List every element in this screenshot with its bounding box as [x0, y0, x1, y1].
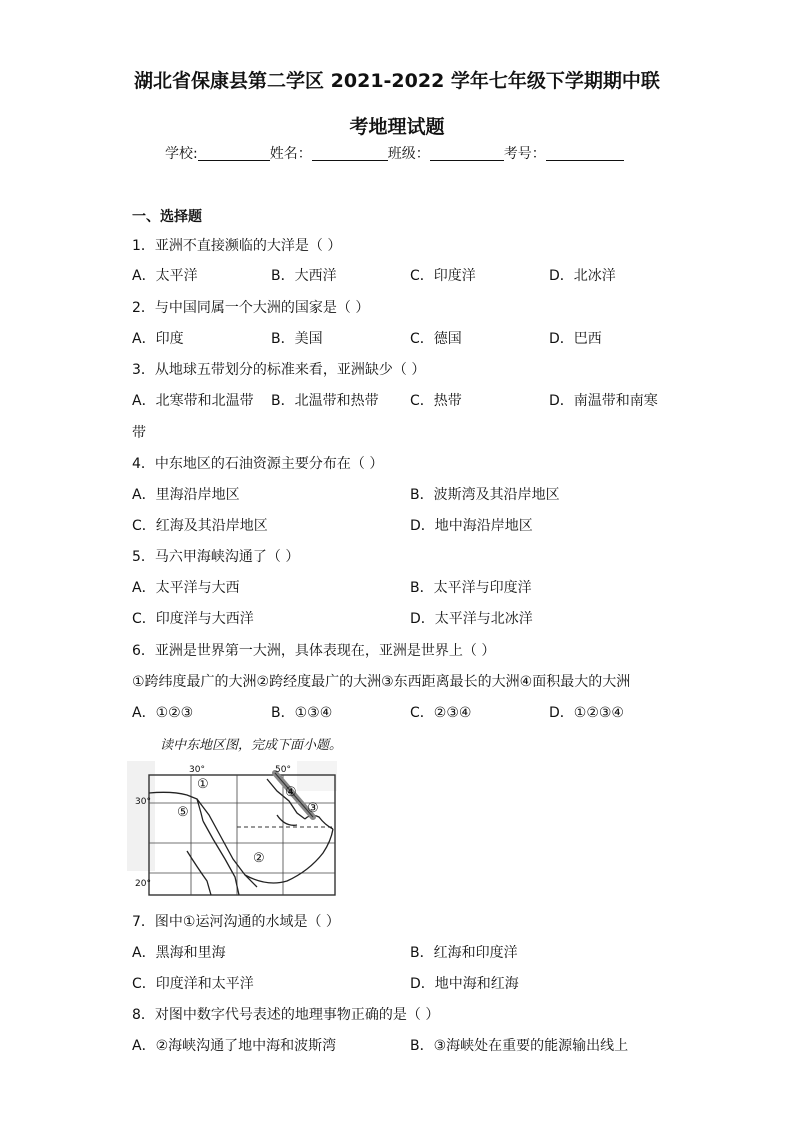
q3-option-a[interactable]: A．北寒带和北温带: [132, 393, 254, 409]
page-subtitle: 考地理试题: [349, 116, 445, 138]
question-stem-4: 4．中东地区的石油资源主要分布在（ ）: [132, 456, 384, 472]
q5-option-a[interactable]: A．太平洋与大西: [132, 580, 240, 596]
q2-option-d[interactable]: D．巴西: [549, 331, 602, 347]
q4-option-a[interactable]: A．里海沿岸地区: [132, 487, 240, 503]
q5-option-b[interactable]: B．太平洋与印度洋: [410, 580, 532, 596]
question-stem-1: 1．亚洲不直接濒临的大洋是（ ）: [132, 238, 342, 254]
school-label: 学校:: [165, 146, 198, 162]
q7-option-d[interactable]: D．地中海和红海: [410, 976, 519, 992]
marker-1: ①: [197, 777, 209, 792]
q2-option-b[interactable]: B．美国: [271, 331, 323, 347]
section-heading: 一、选择题: [132, 209, 202, 225]
marker-4: ④: [285, 785, 297, 800]
question-stem-5: 5．马六甲海峡沟通了（ ）: [132, 549, 300, 565]
marker-5: ⑤: [177, 805, 189, 820]
q3-option-d[interactable]: D．南温带和南寒: [549, 393, 658, 409]
student-info-line: [165, 143, 624, 163]
q3-option-d-wrap: 带: [132, 425, 146, 441]
map-intro: 读中东地区图，完成下面小题。: [160, 738, 343, 753]
marker-2: ②: [253, 851, 265, 866]
q4-option-d[interactable]: D．地中海沿岸地区: [410, 518, 533, 534]
q2-option-a[interactable]: A．印度: [132, 331, 184, 347]
q1-option-b[interactable]: B．大西洋: [271, 268, 337, 284]
exam-number-field[interactable]: [546, 146, 624, 161]
lat-label-20: 20°: [135, 879, 151, 889]
name-field[interactable]: [312, 146, 388, 161]
q8-option-b[interactable]: B．③海峡处在重要的能源输出线上: [410, 1038, 629, 1054]
lon-label-50: 50°: [275, 765, 291, 775]
question-stem-6: 6．亚洲是世界第一大洲，具体表现在，亚洲是世界上（ ）: [132, 643, 496, 659]
q5-option-c[interactable]: C．印度洋与大西洋: [132, 611, 254, 627]
question-stem-2: 2．与中国同属一个大洲的国家是（ ）: [132, 300, 370, 316]
marker-3: ③: [307, 801, 319, 816]
q6-option-b[interactable]: B．①③④: [271, 705, 333, 721]
school-field[interactable]: [198, 146, 270, 161]
q3-option-b[interactable]: B．北温带和热带: [271, 393, 379, 409]
page-title: 湖北省保康县第二学区 2021-2022 学年七年级下学期期中联: [134, 70, 660, 92]
lon-label-30: 30°: [189, 765, 205, 775]
q2-option-c[interactable]: C．德国: [410, 331, 462, 347]
exam-number-label: 考号：: [503, 146, 546, 162]
q6-option-c[interactable]: C．②③④: [410, 705, 472, 721]
question-stem-7: 7．图中①运河沟通的水域是（ ）: [132, 914, 340, 930]
q1-option-a[interactable]: A．太平洋: [132, 268, 198, 284]
q4-option-b[interactable]: B．波斯湾及其沿岸地区: [410, 487, 560, 503]
q4-option-c[interactable]: C．红海及其沿岸地区: [132, 518, 268, 534]
middle-east-map: [127, 755, 342, 897]
lat-label-30: 30°: [135, 797, 151, 807]
question-stem-8: 8．对图中数字代号表述的地理事物正确的是（ ）: [132, 1007, 440, 1023]
q7-option-a[interactable]: A．黑海和里海: [132, 945, 226, 961]
question-6-statements: ①跨纬度最广的大洲②跨经度最广的大洲③东西距离最长的大洲④面积最大的大洲: [132, 674, 631, 690]
q6-option-d[interactable]: D．①②③④: [549, 705, 624, 721]
q1-option-c[interactable]: C．印度洋: [410, 268, 476, 284]
class-label: 班级：: [387, 146, 430, 162]
q7-option-c[interactable]: C．印度洋和太平洋: [132, 976, 254, 992]
q1-option-d[interactable]: D．北冰洋: [549, 268, 616, 284]
question-stem-3: 3．从地球五带划分的标准来看，亚洲缺少（ ）: [132, 362, 426, 378]
q5-option-d[interactable]: D．太平洋与北冰洋: [410, 611, 533, 627]
q6-option-a[interactable]: A．①②③: [132, 705, 194, 721]
name-label: 姓名：: [269, 146, 312, 162]
q3-option-c[interactable]: C．热带: [410, 393, 462, 409]
q8-option-a[interactable]: A．②海峡沟通了地中海和波斯湾: [132, 1038, 337, 1054]
q7-option-b[interactable]: B．红海和印度洋: [410, 945, 518, 961]
class-field[interactable]: [430, 146, 504, 161]
